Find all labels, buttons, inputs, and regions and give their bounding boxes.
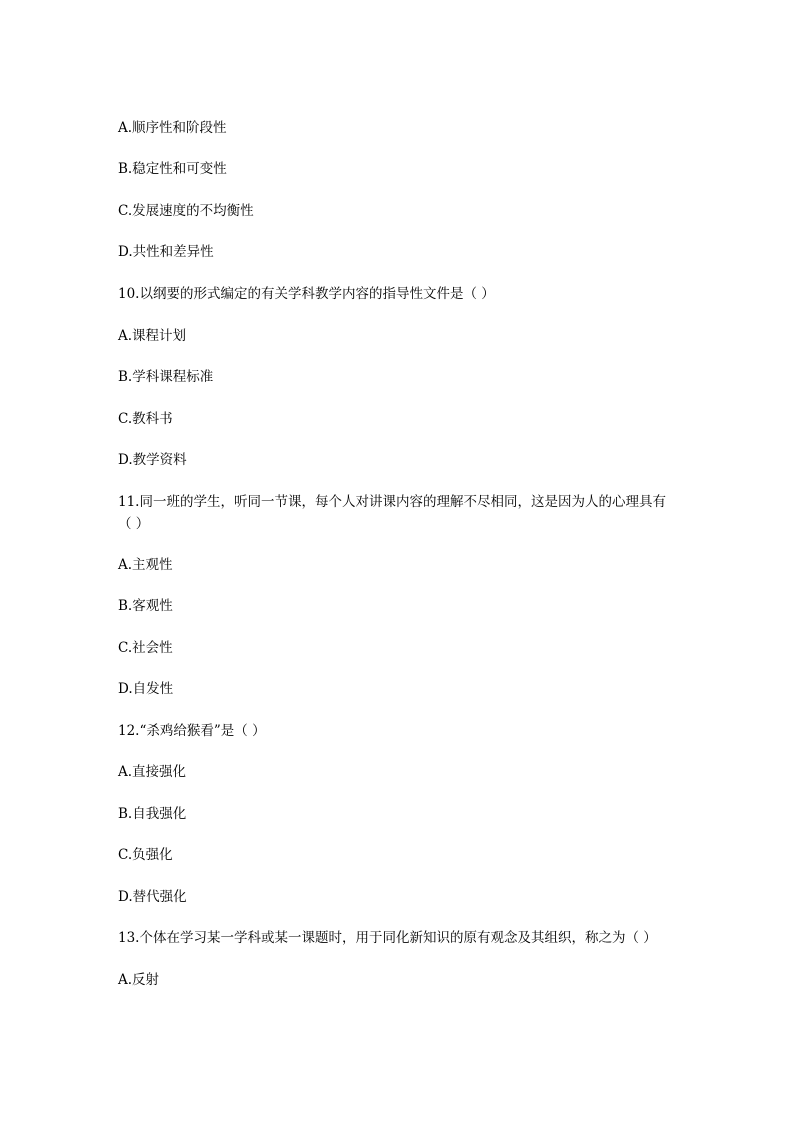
option-d: D.共性和差异性 xyxy=(118,244,214,260)
question-10: 10.以纲要的形式编定的有关学科教学内容的指导性文件是（ ） xyxy=(118,286,495,302)
option-a: A.反射 xyxy=(118,972,160,988)
option-b: B.自我强化 xyxy=(118,806,187,822)
option-c: C.负强化 xyxy=(118,847,173,863)
question-12: 12.“杀鸡给猴看”是（ ） xyxy=(118,723,266,739)
option-c: C.教科书 xyxy=(118,411,173,427)
option-a: A.直接强化 xyxy=(118,764,187,780)
question-11: 11.同一班的学生，听同一节课，每个人对讲课内容的理解不尽相同，这是因为人的心理具有（ ） xyxy=(118,494,666,532)
option-a: A.课程计划 xyxy=(118,328,187,344)
option-b: B.客观性 xyxy=(118,598,173,614)
option-b: B.稳定性和可变性 xyxy=(118,161,227,177)
option-d: D.替代强化 xyxy=(118,889,187,905)
option-b: B.学科课程标准 xyxy=(118,369,214,385)
option-a: A.主观性 xyxy=(118,557,173,573)
question-13: 13.个体在学习某一学科或某一课题时，用于同化新知识的原有观念及其组织，称之为（ ） xyxy=(118,930,657,946)
option-c: C.发展速度的不均衡性 xyxy=(118,203,254,219)
option-c: C.社会性 xyxy=(118,640,173,656)
option-d: D.教学资料 xyxy=(118,452,187,468)
option-a: A.顺序性和阶段性 xyxy=(118,120,227,136)
option-d: D.自发性 xyxy=(118,681,174,697)
